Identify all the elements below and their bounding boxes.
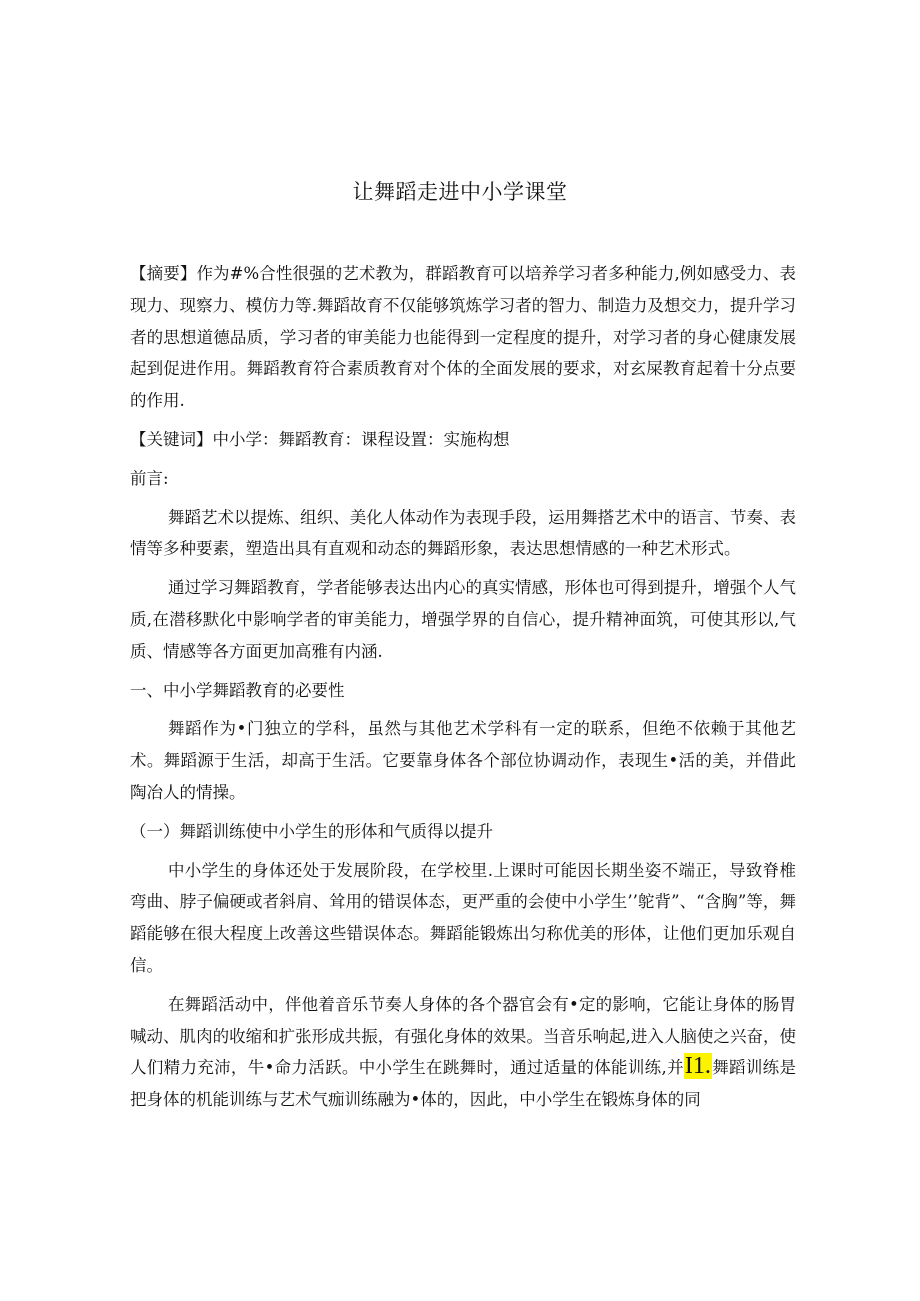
subsection1-paragraph-2	[130, 989, 796, 1116]
abstract-text: 作为#%合性很强的艺术教为，群蹈教育可以培养学习者多种能力,例如感受力、表现力、现察力、模仿力等.舞蹈故育不仅能够筑炼学习者的智力、制造力及想交力，提升学习者的思想道德品质，学习者的审美能力也能得到一定程度的提升，对学习者的身心健康发展起到促进作用。舞蹈教育符合素质教育对个体的全面发展的要求，对玄屎教育起着十分点要的作用.	[130, 264, 796, 411]
keywords-text: 中小学：舞蹈教育：课程设置：实施构想	[212, 429, 510, 449]
highlighted-text: I1.	[684, 1053, 711, 1080]
abstract-label: 【摘要】	[130, 264, 197, 283]
keywords-paragraph	[130, 424, 796, 456]
document-body	[130, 258, 796, 1123]
preface-paragraph-2: 通过学习舞蹈教育，学者能够表达出内心的真实情感，形体也可得到提升，增强个人气质,在潜移默化中影响学者的审美能力，增强学界的自信心，提升精神面筑，可使其形以,气质、情感等各方面更加高雅有内涵.	[130, 578, 796, 661]
document-title: 让舞蹈走进中小学课堂	[352, 180, 568, 204]
subsection-heading-1: （一）舞蹈训练使中小学生的形体和气质得以提升	[130, 821, 493, 841]
subsection1-paragraph-2-text-a: 在舞蹈活动中，伴他着音乐节奏人身体的各个器官会有•定的影响，它能让身体的肠胃喊动、肌肉的收缩和扩张形成共振，有强化身体的效果。当音乐响起,进入人脑使之兴奋，使人们精力充沛，牛•命力活跃。中小学生在跳舞时，通过适量的体能训练,并	[130, 994, 796, 1078]
abstract-paragraph	[130, 258, 796, 417]
subsection1-paragraph-2-text-b: 舞蹈训练是把身体的机能训练与艺术气痂训练融为•体的，因此，中小学生在锻炼身体的同	[130, 1058, 796, 1110]
section-heading-1: 一、中小学舞蹈教育的必要性	[130, 680, 345, 700]
subsection1-paragraph-1: 中小学生的身体还处于发展阶段，在学校里.上课时可能因长期坐姿不端正，导致脊椎弯曲、脖子偏硬或者斜肩、耸用的错误体态，更严重的会使中小学生’’鸵背”、“含胸”等，舞蹈能够在很大程度上改善这些错误体态。舞蹈能锻炼出匀称优美的形体，让他们更加乐观自信。	[130, 860, 796, 975]
section1-paragraph-1: 舞蹈作为•门独立的学科，虽然与其他艺术学科有一定的联系，但绝不依赖于其他艺术。舞蹈源于生活，却高于生活。它要靠身体各个部位协调动作，表现生•活的美，并借此陶冶人的情操。	[130, 719, 796, 802]
keywords-label: 【关键词】	[130, 429, 213, 449]
preface-label: 前言:	[130, 468, 169, 488]
preface-paragraph-1: 舞蹈艺术以提炼、组织、美化人体动作为表现手段，运用舞搭艺术中的语言、节奏、表情等多种要素，塑造出具有直观和动态的舞蹈形象，表达思想情感的一种艺术形式。	[130, 507, 796, 559]
